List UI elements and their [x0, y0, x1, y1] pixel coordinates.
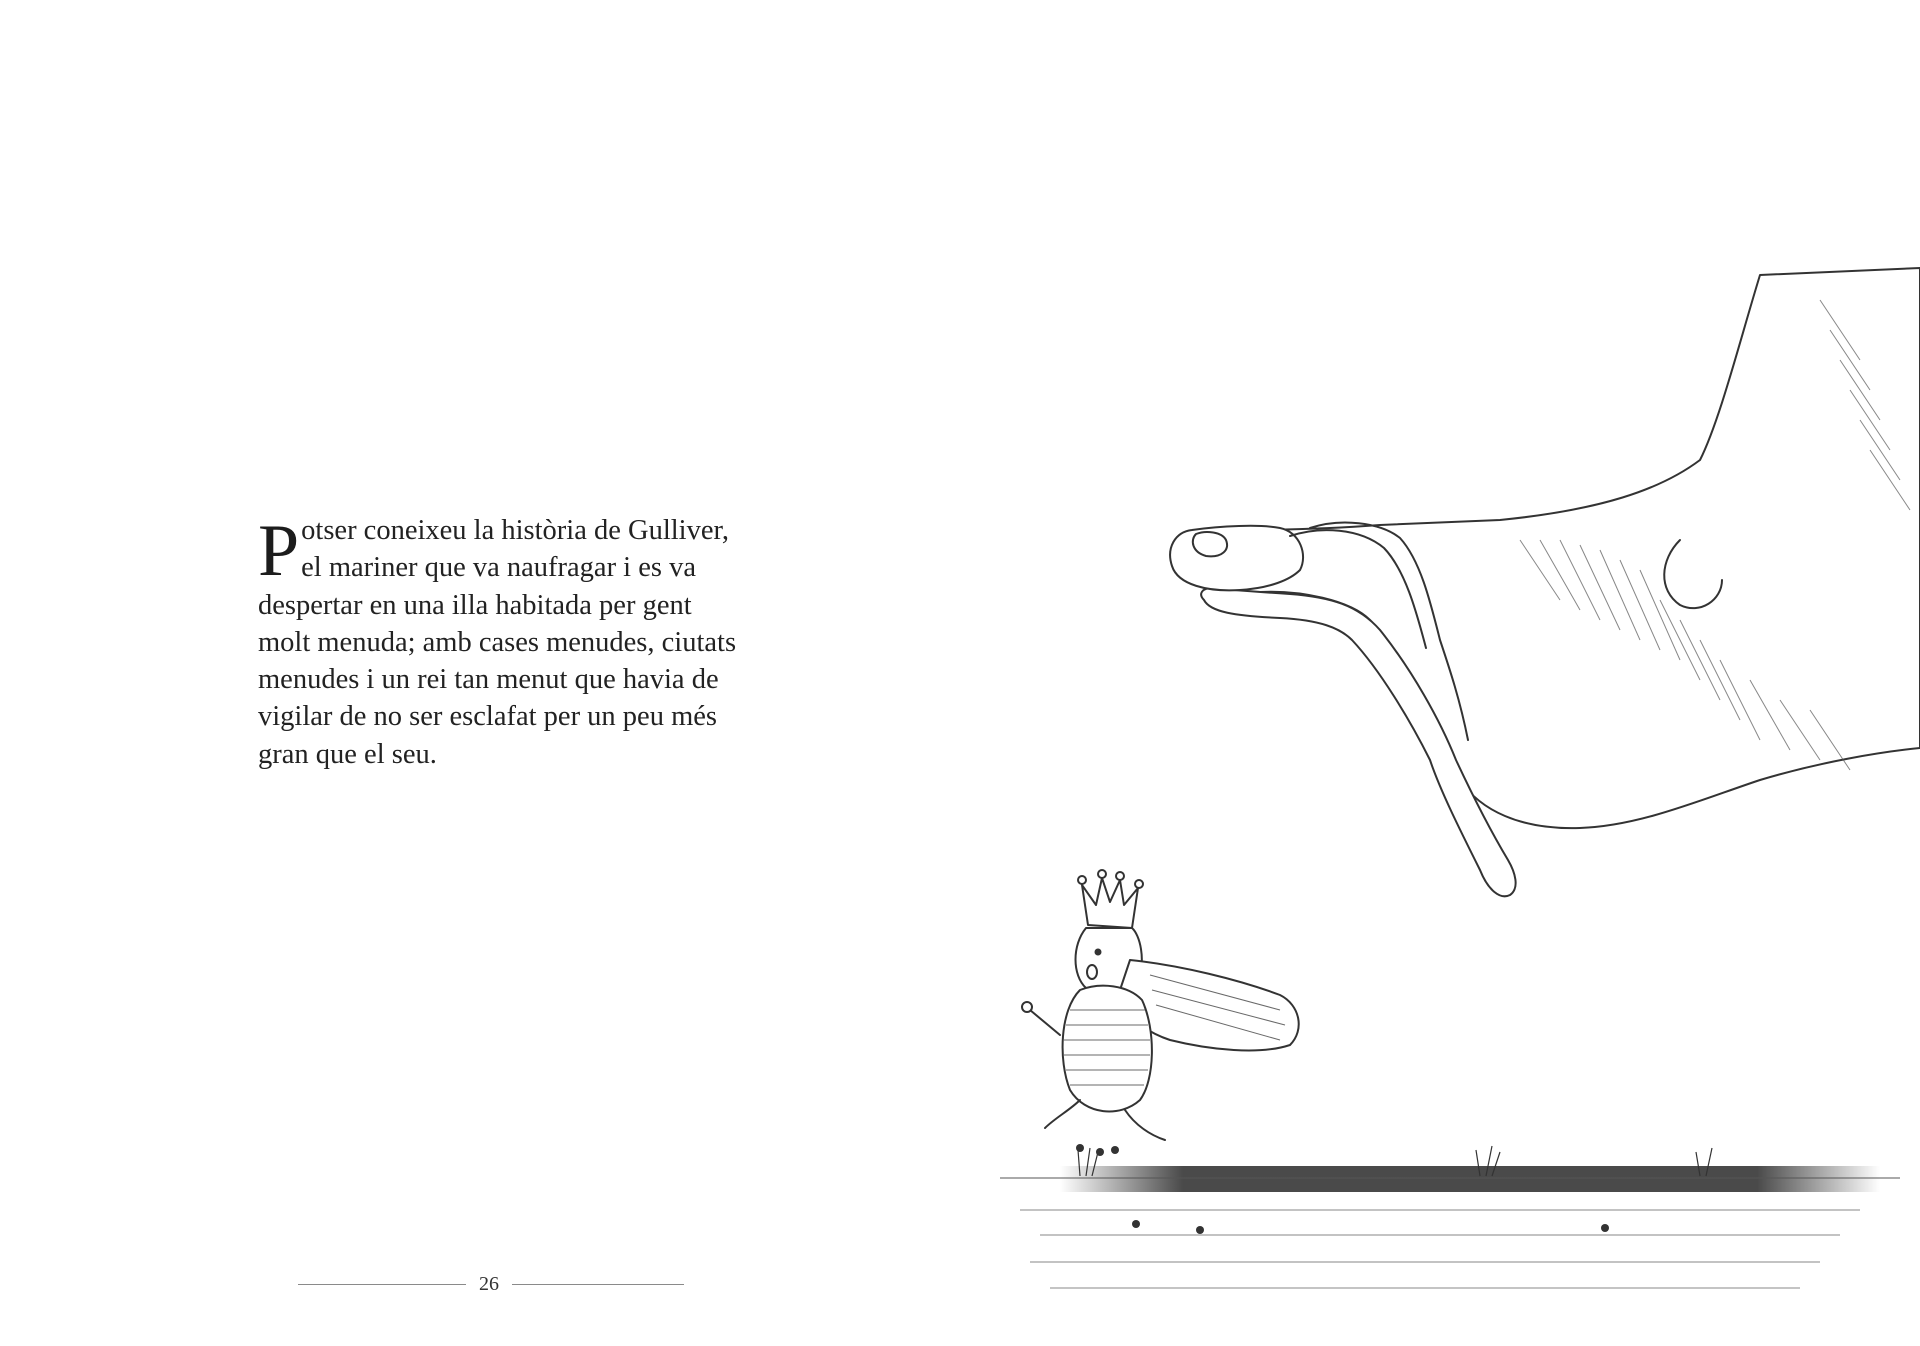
big-toe — [1170, 526, 1303, 591]
king-body — [1063, 986, 1152, 1112]
ground — [1000, 1144, 1900, 1288]
footer-rule-right — [512, 1284, 684, 1285]
tiny-king — [1022, 870, 1299, 1140]
page-footer — [298, 1270, 684, 1300]
scepter — [1030, 1010, 1060, 1035]
page-number: 26 — [479, 1273, 499, 1295]
crown — [1082, 878, 1138, 928]
story-paragraph — [258, 512, 738, 773]
toenail — [1193, 532, 1227, 556]
drop-cap: P — [258, 510, 300, 592]
right-page — [960, 0, 1920, 1346]
giant-foot — [1170, 268, 1920, 896]
paragraph-text: otser coneixeu la història de Gulliver, el mariner que va naufragar i es va despertar en una illa habitada per gent molt menuda; amb cases menudes, ciutats menudes i un rei tan menut que havia de vigilar de no ser esclafat per un peu més gran que el seu. — [258, 515, 737, 770]
footer-rule-left — [298, 1284, 466, 1285]
illustration — [960, 0, 1920, 1346]
